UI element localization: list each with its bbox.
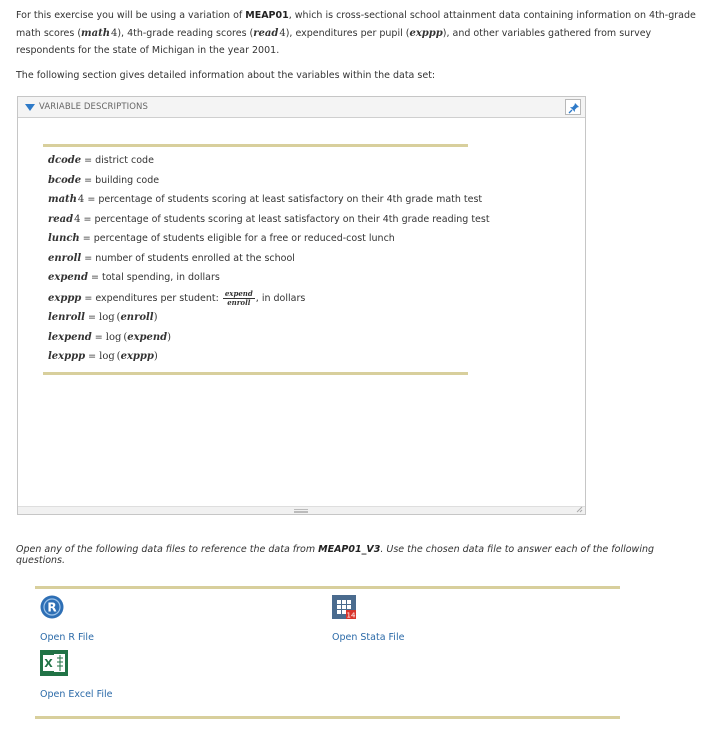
log-argument: expend <box>127 332 168 343</box>
intro-text: For this exercise you will be using a variation of <box>16 10 246 21</box>
variable-num: 4 <box>77 194 85 205</box>
variable-row <box>48 288 305 310</box>
excel-file-icon[interactable] <box>40 650 68 676</box>
variable-row <box>48 174 159 188</box>
panel-resize-bar[interactable] <box>18 506 585 514</box>
open-text: . Use the chosen data file to answer each of the following questions. <box>16 544 655 566</box>
variable-desc: building code <box>95 175 160 186</box>
variable-row <box>48 232 395 246</box>
equals-sign: = <box>82 233 91 244</box>
open-stata-file-link[interactable]: Open Stata File <box>332 632 405 643</box>
panel-header[interactable] <box>18 97 585 118</box>
variable-row: lenroll = log (enroll) <box>48 312 158 323</box>
variable-desc: percentage of students scoring at least satisfactory on their 4th grade reading test <box>94 214 490 225</box>
excel-icon-letter: X <box>44 657 53 670</box>
stata-file-icon[interactable] <box>332 595 356 619</box>
variable-desc: percentage of students eligible for a free or reduced-cost lunch <box>93 233 395 244</box>
variable-row <box>48 271 220 285</box>
collapse-caret-icon[interactable] <box>25 104 35 111</box>
equals-sign: = <box>94 332 103 343</box>
stata-version-badge: 14 <box>346 611 356 619</box>
open-excel-file-link[interactable]: Open Excel File <box>40 689 113 700</box>
fraction-numerator: expend <box>224 289 253 298</box>
variable-name: enroll <box>48 253 82 264</box>
divider <box>35 586 620 589</box>
variable-name: exppp <box>48 293 82 304</box>
resize-handle-icon[interactable] <box>576 506 583 513</box>
variable-row: lexppp = log (exppp) <box>48 351 158 362</box>
divider <box>43 144 468 147</box>
equals-sign: = <box>90 272 99 283</box>
equals-sign: = <box>88 351 97 362</box>
variable-desc: number of students enrolled at the school <box>95 253 295 264</box>
variable-row: lexpend = log (expend) <box>48 332 172 343</box>
variable-name: lexppp <box>48 351 86 362</box>
log-argument: exppp <box>120 351 154 362</box>
panel-title: VARIABLE DESCRIPTIONS <box>39 102 148 112</box>
variable-name: lexpend <box>48 332 92 343</box>
divider <box>35 716 620 719</box>
exppp-var: exppp <box>409 27 443 39</box>
variable-row <box>48 213 490 227</box>
variable-name: lenroll <box>48 312 85 323</box>
r-icon-letter: R <box>47 600 57 615</box>
pin-icon <box>568 102 580 114</box>
grip-icon <box>294 509 308 513</box>
open-text: Open any of the following data files to reference the data from <box>16 544 319 555</box>
log-function: log <box>99 312 115 323</box>
variable-name: math <box>48 194 77 205</box>
variable-desc: total spending, in dollars <box>101 272 220 283</box>
math-num: 4 <box>110 27 118 39</box>
math-var: math <box>81 27 110 39</box>
fraction-denominator: enroll <box>227 298 251 307</box>
intro-text: ), 4th-grade reading scores ( <box>117 27 254 39</box>
variable-desc: percentage of students scoring at least satisfactory on their 4th grade math test <box>98 194 483 205</box>
intro-text: ), expenditures per pupil ( <box>285 27 410 39</box>
equals-sign: = <box>84 155 93 166</box>
intro-text: ), and other variables gathered from survey respondents for the state of Michigan in the year 2001. <box>16 27 652 56</box>
log-argument: enroll <box>120 312 154 323</box>
variable-name: expend <box>48 272 88 283</box>
equals-sign: = <box>83 214 92 225</box>
read-var: read <box>253 27 279 39</box>
variable-name: bcode <box>48 175 82 186</box>
dataset-name: MEAP01_V3 <box>318 544 381 555</box>
equals-sign: = <box>88 312 96 323</box>
variable-name: dcode <box>48 155 82 166</box>
log-function: log <box>99 351 115 362</box>
intro-text: , which is cross-sectional school attainment data containing information on 4th-grade math scores ( <box>16 10 696 39</box>
intro-paragraph <box>16 7 696 60</box>
open-r-file-link[interactable]: Open R File <box>40 632 94 643</box>
pin-button[interactable] <box>565 99 581 115</box>
variable-name: read <box>48 214 74 225</box>
variable-desc-suffix: , in dollars <box>255 293 306 304</box>
dataset-name: MEAP01 <box>245 10 289 21</box>
r-file-icon[interactable] <box>40 595 64 619</box>
equals-sign: = <box>84 175 93 186</box>
log-function: log <box>105 332 122 343</box>
variable-row <box>48 154 154 168</box>
variable-row <box>48 252 295 266</box>
variable-row <box>48 193 482 207</box>
open-files-instructions <box>16 544 701 566</box>
variable-num: 4 <box>74 214 81 225</box>
divider <box>43 372 468 375</box>
variable-desc: expenditures per student: <box>95 293 222 304</box>
variable-name: lunch <box>48 233 80 244</box>
equals-sign: = <box>84 293 93 304</box>
section-note: The following section gives detailed information about the variables within the data set: <box>16 70 436 81</box>
read-num: 4 <box>279 27 286 39</box>
equals-sign: = <box>84 253 93 264</box>
equals-sign: = <box>87 194 96 205</box>
variable-desc: district code <box>95 155 154 166</box>
fraction <box>223 290 255 307</box>
